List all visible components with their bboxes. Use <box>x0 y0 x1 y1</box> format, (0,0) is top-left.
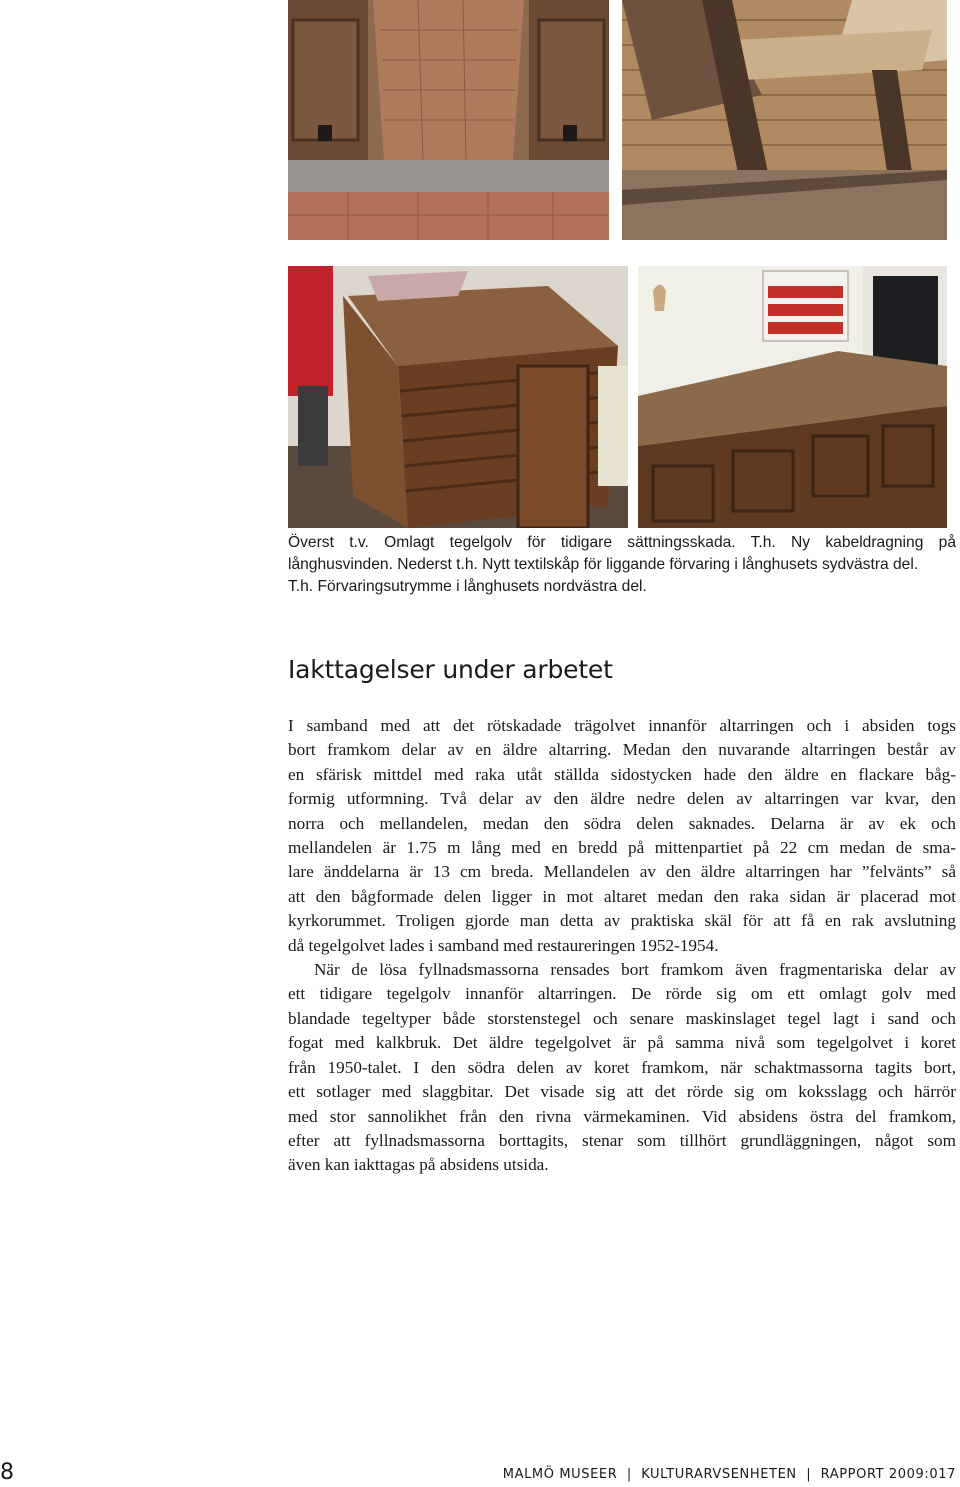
photo-textile-cabinet <box>288 266 628 528</box>
photo-brick-floor <box>288 0 609 240</box>
body-line: kyrkorummet. Troligen gjorde man detta av praktiska skäl för att få en rak avslutning <box>288 911 956 931</box>
body-line: även kan iakttagas på absidens utsida. <box>288 1155 549 1175</box>
caption-line: Överst t.v. Omlagt tegelgolv för tidigare sättningsskada. T.h. Ny kabeldragning på <box>288 534 956 551</box>
body-line: mellandelen är 1.75 m lång med en bredd på mittenpartiet på 22 cm medan de sma- <box>288 838 956 858</box>
brick-floor-image <box>288 0 609 240</box>
body-line: från 1950-talet. I den södra delen av koret framkom, när schaktmassorna tagits bort, <box>288 1057 956 1077</box>
body-line: efter att fyllnadsmassorna borttagits, stenar som tillhört grundläggningen, något som <box>288 1130 956 1150</box>
body-line: När de lösa fyllnadsmassorna rensades bort framkom även fragmentariska delar av <box>314 960 956 980</box>
body-line: formig utformning. Två delar av den äldre nedre delen av altarringen var kvar, den <box>288 789 956 809</box>
body-line: med stor sannolikhet från den rivna värmekaminen. Vid absidens östra del framkom, <box>288 1106 956 1126</box>
photo-attic-cabling <box>622 0 947 240</box>
body-line: då tegelgolvet lades i samband med restaureringen 1952-1954. <box>288 935 719 955</box>
body-line: att den bågformade delen ligger in mot altaret medan den raka sidan är placerad mot <box>288 886 956 906</box>
body-line: blandade tegeltyper både storstenstegel och senare maskinslaget tegel lagt i sand och <box>288 1008 956 1028</box>
figure-caption <box>288 532 956 598</box>
body-line: I samband med att det rötskadade trägolvet innanför altarringen och i absiden togs <box>288 716 956 735</box>
textile-cabinet-image <box>288 266 628 528</box>
publisher-footer: MALMÖ MUSEER | KULTURARVSENHETEN | RAPPORT 2009:017 <box>502 1467 956 1482</box>
body-text <box>288 714 956 1178</box>
attic-image <box>622 0 947 240</box>
page-number: 8 <box>0 1460 14 1485</box>
body-line: fogat med kalkbruk. Det äldre tegelgolvet är på samma nivå som tegelgolvet i koret <box>288 1033 956 1053</box>
caption-line: långhusvinden. Nederst t.h. Nytt textilskåp för liggande förvaring i långhusets sydvästra del. <box>288 556 919 573</box>
body-line: bort framkom delar av en äldre altarring. Medan den nuvarande altarringen består av <box>288 740 956 760</box>
body-line: norra och mellandelen, medan den södra delen saknades. Delarna är av ek och <box>288 813 956 833</box>
body-line: ett sotlager med slaggbitar. Det visade sig att det rörde sig om koksslagg och härrör <box>288 1082 956 1102</box>
body-line: ett tidigare tegelgolv innanför altarringen. De rörde sig om ett omlagt golv med <box>288 984 956 1004</box>
body-line: en sfärisk mittdel med raka utåt ställda sidostycken hade den äldre en flackare båg- <box>288 764 956 784</box>
caption-line: T.h. Förvaringsutrymme i långhusets nordvästra del. <box>288 578 647 595</box>
body-line: lare änddelarna är 13 cm breda. Mellandelen av den äldre altarringen har ”felvänts” så <box>288 862 956 882</box>
photo-storage-area <box>638 266 947 528</box>
section-heading: Iakttagelser under arbetet <box>288 655 613 684</box>
storage-area-image <box>638 266 947 528</box>
